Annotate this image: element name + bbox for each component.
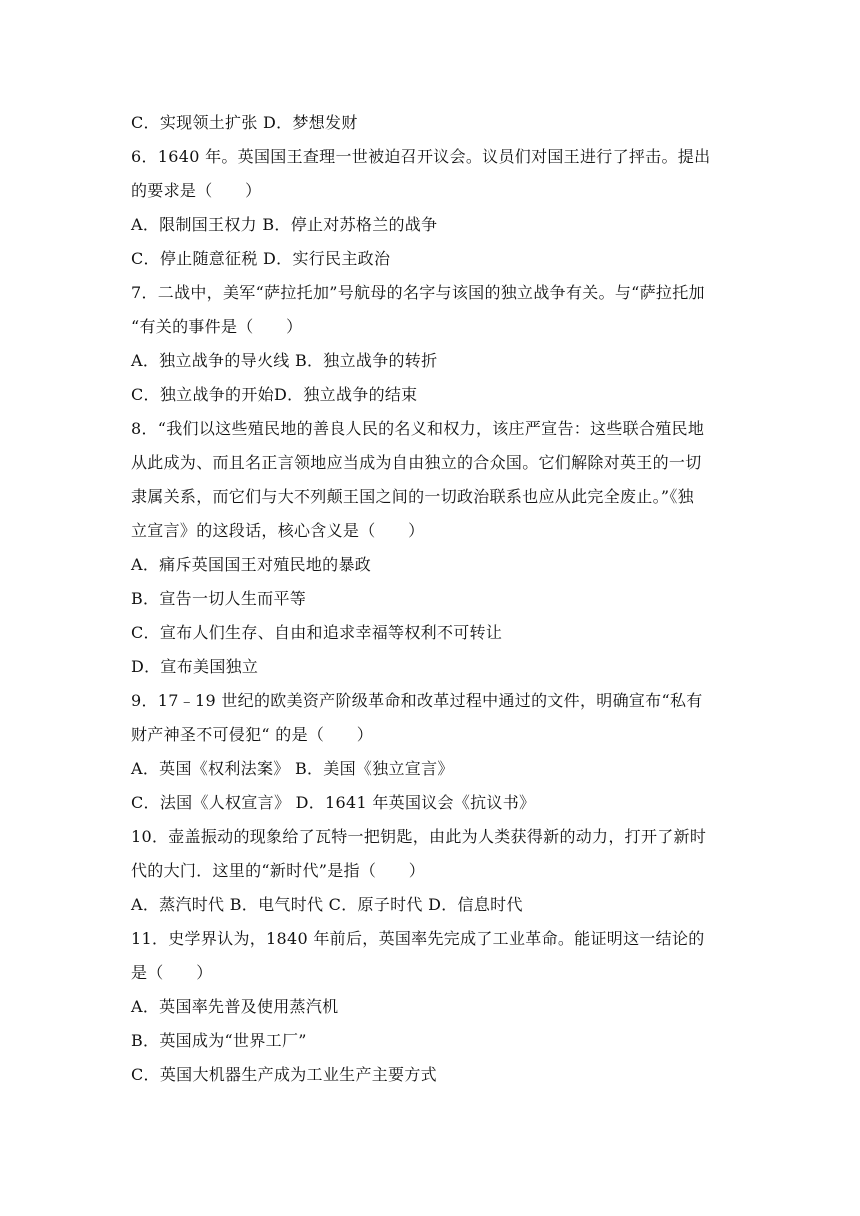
text-line: 8．“我们以这些殖民地的善良人民的名义和权力，该庄严宣告：这些联合殖民地	[131, 419, 705, 438]
text-line: 11．史学界认为，1840 年前后，英国率先完成了工业革命。能证明这一结论的	[131, 929, 705, 948]
text-line: 隶属关系，而它们与大不列颠王国之间的一切政治联系也应从此完全废止。”《独	[131, 487, 694, 506]
text-line: A．独立战争的导火线 B．独立战争的转折	[131, 351, 438, 370]
text-line: 6．1640 年。英国国王查理一世被迫召开议会。议员们对国王进行了抨击。提出	[131, 147, 711, 166]
text-line: C．宣布人们生存、自由和追求幸福等权利不可转让	[131, 623, 503, 642]
text-line: A．英国《权利法案》 B．美国《独立宣言》	[131, 759, 454, 778]
text-line: 10．壶盖振动的现象给了瓦特一把钥匙，由此为人类获得新的动力，打开了新时	[131, 827, 707, 846]
text-line: C．停止随意征税 D．实行民主政治	[131, 249, 391, 268]
text-line: D．宣布美国独立	[131, 657, 259, 676]
text-line: 财产神圣不可侵犯“ 的是（ ）	[131, 725, 374, 744]
text-line: “有关的事件是（ ）	[131, 317, 303, 336]
text-line: 的要求是（ ）	[131, 181, 262, 200]
text-line: B．英国成为“世界工厂”	[131, 1031, 307, 1050]
text-line: 立宣言》的这段话，核心含义是（ ）	[131, 521, 425, 540]
text-line: 代的大门．这里的“新时代”是指（ ）	[131, 861, 426, 880]
text-line: A．蒸汽时代 B．电气时代 C．原子时代 D．信息时代	[131, 895, 523, 914]
text-line: C．实现领土扩张 D．梦想发财	[131, 113, 358, 132]
text-line: A．痛斥英国国王对殖民地的暴政	[131, 555, 372, 574]
text-line: 从此成为、而且名正言领地应当成为自由独立的合众国。它们解除对英王的一切	[131, 453, 702, 472]
text-line: C．法国《人权宣言》 D．1641 年英国议会《抗议书》	[131, 793, 536, 812]
text-line: A．英国率先普及使用蒸汽机	[131, 997, 339, 1016]
text-line: 7．二战中，美军“萨拉托加”号航母的名字与该国的独立战争有关。与“萨拉托加	[131, 283, 705, 302]
text-line: C．独立战争的开始D．独立战争的结束	[131, 385, 418, 404]
text-line: B．宣告一切人生而平等	[131, 589, 307, 608]
text-line: C．英国大机器生产成为工业生产主要方式	[131, 1065, 437, 1084]
text-line: 是（ ）	[131, 963, 213, 982]
text-line: A．限制国王权力 B．停止对苏格兰的战争	[131, 215, 438, 234]
document-body	[131, 106, 731, 1092]
text-line: 9．17﹣19 世纪的欧美资产阶级革命和改革过程中通过的文件，明确宣布“私有	[131, 691, 703, 710]
